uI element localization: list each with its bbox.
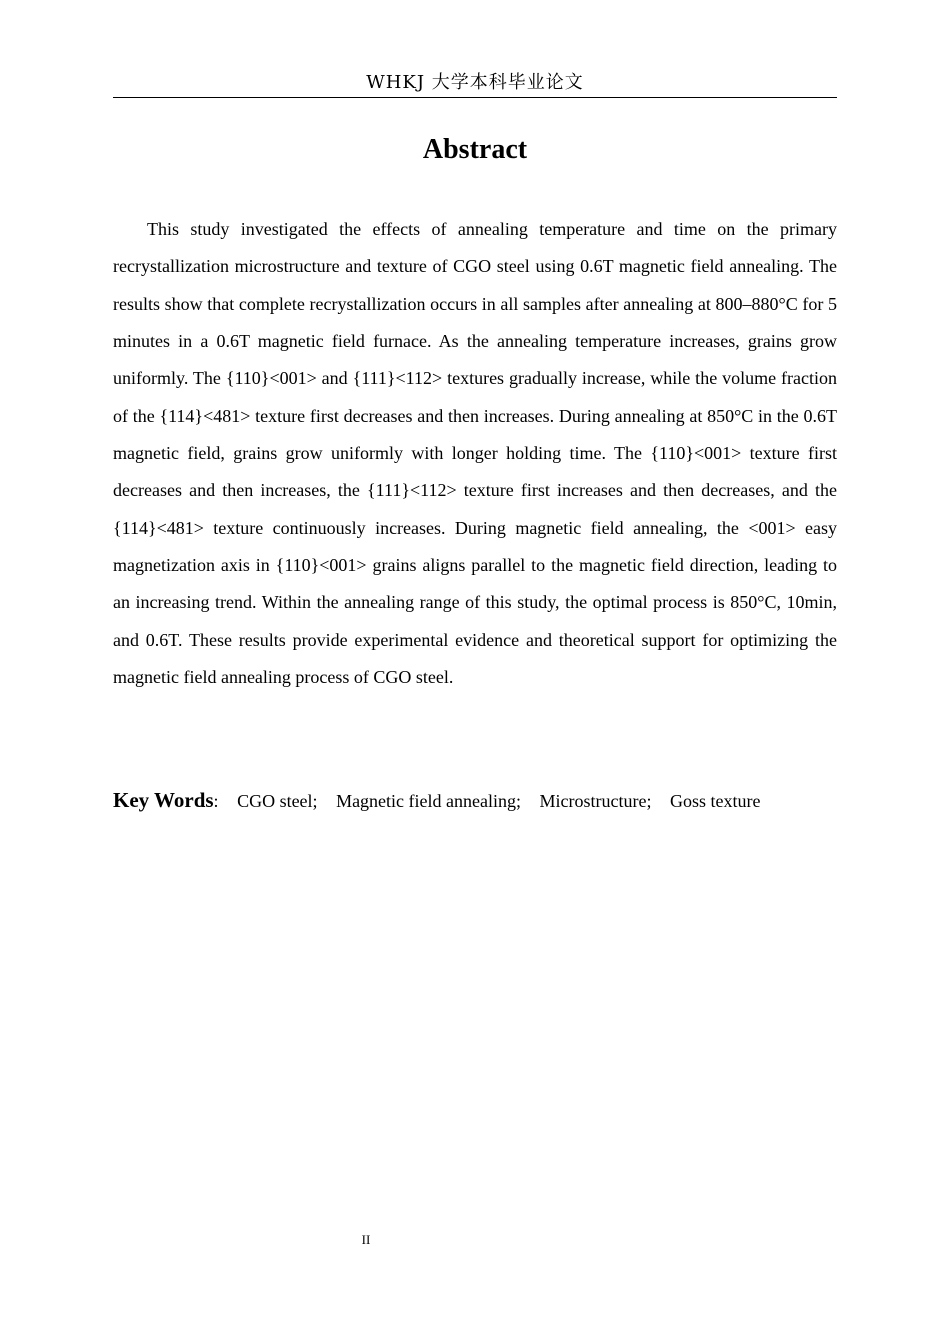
header-text: WHKJ 大学本科毕业论文 <box>366 72 584 93</box>
keywords-separator: : <box>213 791 219 811</box>
abstract-title: Abstract <box>422 134 528 165</box>
page-header <box>113 70 837 98</box>
keyword-item: Magnetic field annealing; <box>336 791 521 811</box>
keyword-item: CGO steel; <box>237 791 318 811</box>
keyword-item: Microstructure; <box>539 791 652 811</box>
abstract-body: This study investigated the effects of annealing temperature and time on the primary recrystallization microstructure and texture of CGO steel using 0.6T magnetic field annealing. The results show that complete recrystallization occurs in all samples after annealing at 800–880°C for 5 minutes in a 0.6T magnetic field furnace. As the annealing temperature increases, grains grow uniformly. The {110}<001> and {111}<112> textures gradually increase, while the volume fraction of the {114}<481> texture first decreases and then increases. During annealing at 850°C in the 0.6T magnetic field, grains grow uniformly with longer holding time. The {110}<001> texture first decreases and then increases, the {111}<112> texture first increases and then decreases, and the {114}<481> texture continuously increases. During magnetic field annealing, the <001> easy magnetization axis in {110}<001> grains aligns parallel to the magnetic field direction, leading to an increasing trend. Within the annealing range of this study, the optimal process is 850°C, 10min, and 0.6T. These results provide experimental evidence and theoretical support for optimizing the magnetic field annealing process of CGO steel. <box>113 219 837 688</box>
keywords-label: Key Words <box>113 788 214 812</box>
keyword-item: Goss texture <box>669 791 761 811</box>
keywords-line <box>113 785 837 816</box>
page-number: II <box>361 1232 371 1247</box>
